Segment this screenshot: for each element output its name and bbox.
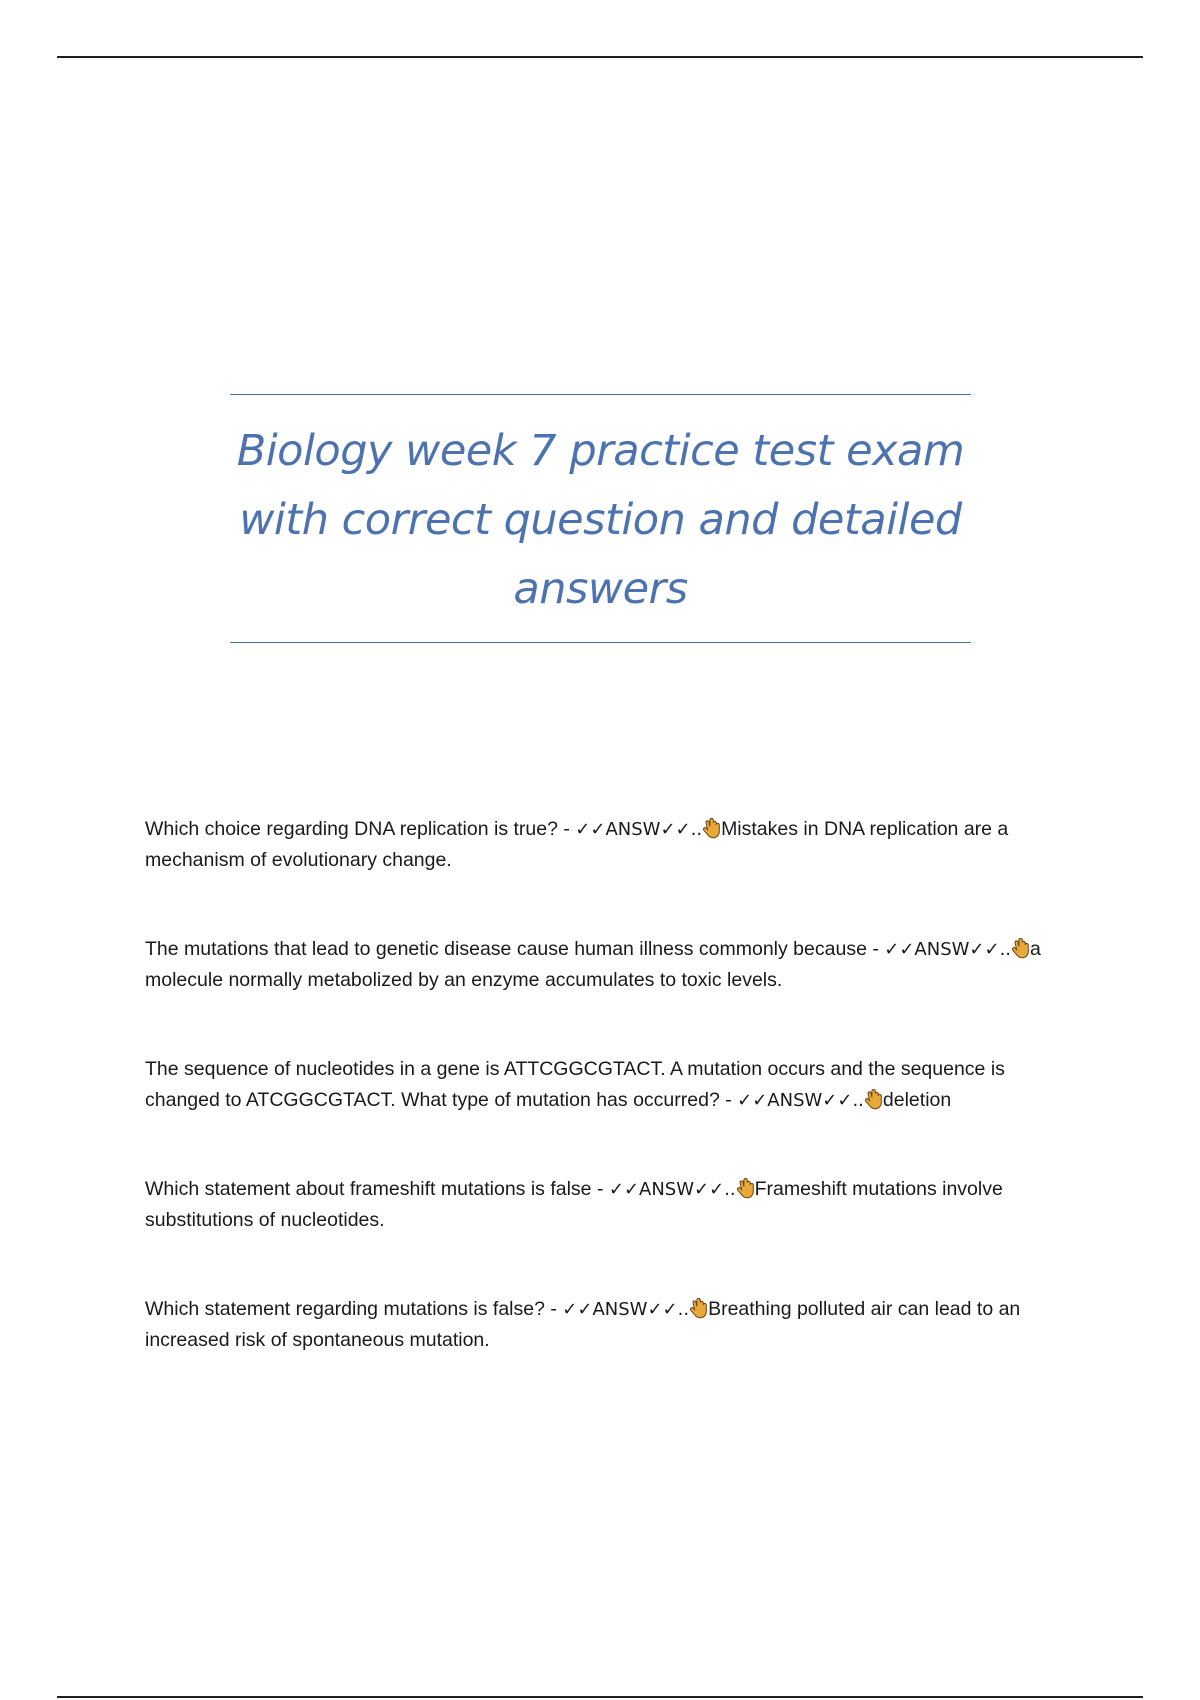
qa-item (145, 1294, 1065, 1356)
question-text: Which statement about frameshift mutations is false - (145, 1178, 609, 1200)
question-text: The mutations that lead to genetic disease cause human illness commonly because - (145, 938, 885, 960)
answer-text: deletion (882, 1089, 952, 1111)
answer-marker: ✓✓ANSW✓✓.. (575, 819, 703, 840)
answer-text: Breathing polluted air can lead to an increased risk of spontaneous mutation. (145, 1298, 1021, 1351)
question-text: The sequence of nucleotides in a gene is ATTCGGCGTACT. A mutation occurs and the sequence is changed to ATCGGCGTACT. What type of mutation has occurred? - (145, 1058, 1005, 1111)
qa-item (145, 814, 1065, 876)
document-title: Biology week 7 practice test exam with correct question and detailed answers (236, 426, 965, 614)
hand-icon (1012, 937, 1029, 959)
answer-marker: ✓✓ANSW✓✓.. (562, 1299, 690, 1320)
qa-list (145, 814, 1065, 1414)
page-top-rule (57, 56, 1143, 58)
qa-item (145, 934, 1065, 996)
answer-marker: ✓✓ANSW✓✓.. (884, 939, 1012, 960)
answer-text: Frameshift mutations involve substitutions of nucleotides. (145, 1178, 1003, 1231)
question-text: Which statement regarding mutations is false? - (145, 1298, 563, 1320)
title-block (230, 394, 971, 643)
qa-item (145, 1174, 1065, 1236)
hand-icon (690, 1297, 707, 1319)
answer-marker: ✓✓ANSW✓✓.. (608, 1179, 736, 1200)
hand-icon (865, 1088, 882, 1110)
page-bottom-rule (57, 1696, 1143, 1698)
question-text: Which choice regarding DNA replication is true? - (145, 818, 576, 840)
hand-icon (703, 817, 720, 839)
answer-text: a molecule normally metabolized by an enzyme accumulates to toxic levels. (145, 938, 1041, 991)
answer-text: Mistakes in DNA replication are a mechanism of evolutionary change. (145, 818, 1009, 871)
hand-icon (737, 1177, 754, 1199)
qa-item (145, 1054, 1065, 1116)
answer-marker: ✓✓ANSW✓✓.. (737, 1090, 864, 1111)
